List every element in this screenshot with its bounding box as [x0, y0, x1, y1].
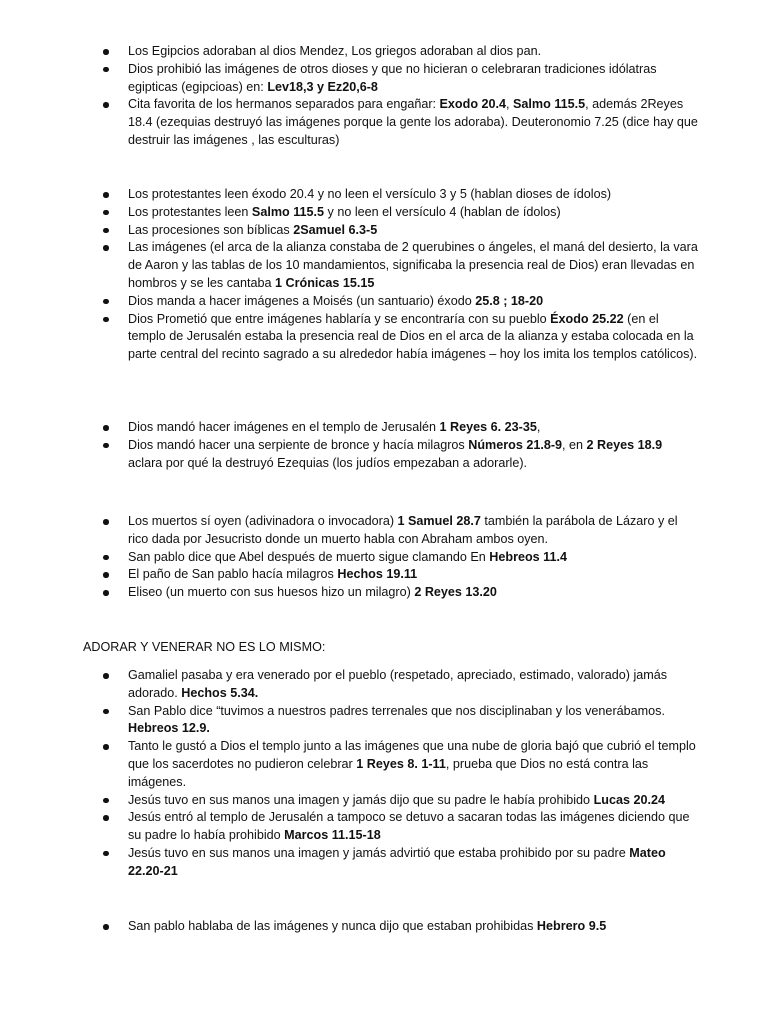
list-item — [0, 293, 768, 311]
text-segment: Gamaliel pasaba y era venerado por el pueblo (respetado, apreciado, estimado, valorado) jamás adorado. — [128, 668, 668, 700]
bullet-icon — [103, 192, 109, 198]
list-item — [0, 186, 768, 204]
bible-reference: Éxodo 25.22 — [550, 311, 624, 326]
text-segment: aclara por qué la destruyó Ezequias (los judíos empezaban a adorarle). — [128, 455, 528, 470]
bullet-icon — [103, 572, 109, 578]
text-segment: El paño de San pablo hacía milagros — [128, 567, 338, 582]
bullet-list-section-1 — [0, 43, 768, 150]
bible-reference: 25.8 ; 18-20 — [475, 293, 544, 308]
list-item — [0, 845, 768, 881]
bullet-icon — [103, 924, 109, 930]
text-segment: Dios Prometió que entre imágenes hablaría y se encontraría con su pueblo — [128, 311, 551, 326]
text-segment: , — [506, 97, 514, 112]
bullet-icon — [103, 317, 109, 323]
list-item — [0, 549, 768, 567]
text-segment: Dios mandó hacer una serpiente de bronce y hacía milagros — [128, 437, 469, 452]
list-item — [0, 239, 768, 292]
text-segment: Los muertos sí oyen (adivinadora o invocadora) — [128, 514, 398, 528]
bible-reference: Hebreos 11.4 — [489, 549, 567, 564]
bible-reference: Salmo 115.5 — [513, 97, 586, 112]
list-item — [0, 311, 768, 364]
text-segment: y no leen el versículo 4 (hablan de ídolos) — [324, 204, 561, 219]
list-item — [0, 437, 768, 473]
bullet-list-section-6 — [0, 918, 768, 936]
text-segment: San pablo hablaba de las imágenes y nunca dijo que estaban prohibidas — [128, 919, 537, 933]
bible-reference: Hechos 19.11 — [337, 567, 418, 582]
bullet-icon — [103, 67, 109, 73]
text-segment: Eliseo (un muerto con sus huesos hizo un milagro) — [128, 585, 415, 600]
bible-reference: 2 Reyes 13.20 — [414, 585, 497, 600]
bullet-icon — [103, 851, 109, 857]
text-segment: Los Egipcios adoraban al dios Mendez, Los griegos adoraban al dios pan. — [128, 44, 542, 58]
text-segment: Las procesiones son bíblicas — [128, 222, 294, 237]
bullet-list-section-2 — [0, 186, 768, 364]
list-item — [0, 667, 768, 703]
bible-reference: Lucas 20.24 — [593, 792, 665, 807]
bible-reference: Mateo 22.20-21 — [128, 845, 666, 878]
bullet-icon — [103, 798, 109, 804]
section-heading: ADORAR Y VENERAR NO ES LO MISMO: — [83, 640, 326, 654]
bullet-icon — [103, 102, 109, 108]
bible-reference: 1 Crónicas 15.15 — [275, 275, 375, 290]
bullet-icon — [103, 815, 109, 821]
bible-reference: Salmo 115.5 — [251, 204, 325, 219]
bible-reference: Hebrero 9.5 — [536, 919, 607, 933]
bible-reference: Lev18,3 y Ez20,6-8 — [267, 79, 378, 94]
text-segment: Los protestantes leen — [128, 204, 252, 219]
text-segment: San pablo dice que Abel después de muerto sigue clamando En — [128, 549, 490, 564]
list-item — [0, 703, 768, 739]
bullet-icon — [103, 744, 109, 750]
bullet-list-section-3 — [0, 419, 768, 472]
bible-reference: Números 21.8-9 — [468, 437, 563, 452]
text-segment: , — [536, 420, 541, 434]
text-segment: , además 2Reyes 18.4 (ezequias destruyó las imágenes porque la gente los adoraba). Deuteronomio 7.25 (dice hay que destruir las imágenes , las esculturas) — [128, 97, 698, 147]
text-segment: Las imágenes (el arca de la alianza constaba de 2 querubines o ángeles, el maná del desierto, la vara de Aaron y las tablas de los 10 mandamientos, significaba la presencia real de Dios) eran llevadas en hombros y se les cantaba — [128, 240, 698, 290]
text-segment: Dios mandó hacer imágenes en el templo de Jerusalén — [128, 420, 440, 434]
bible-reference: 2 Reyes 18.9 — [586, 437, 663, 452]
list-item — [0, 513, 768, 549]
bible-reference: Marcos 11.15-18 — [284, 828, 381, 843]
list-item — [0, 809, 768, 845]
text-segment: Dios manda a hacer imágenes a Moisés (un santuario) éxodo — [128, 293, 476, 308]
bullet-icon — [103, 555, 109, 561]
bible-reference: Exodo 20.4 — [439, 97, 507, 112]
text-segment: , en — [562, 437, 587, 452]
bullet-list-section-5 — [0, 667, 768, 881]
bullet-icon — [103, 443, 109, 449]
bible-reference: 1 Samuel 28.7 — [397, 514, 481, 528]
text-segment: Los protestantes leen éxodo 20.4 y no leen el versículo 3 y 5 (hablan dioses de ídolos) — [128, 187, 612, 201]
text-segment: Jesús entró al templo de Jerusalén a tampoco se detuvo a sacaran todas las imágenes diciendo que su padre lo había prohibido — [128, 810, 690, 843]
text-segment: Cita favorita de los hermanos separados para engañar: — [128, 97, 440, 112]
list-item — [0, 222, 768, 240]
text-segment: Jesús tuvo en sus manos una imagen y jamás dijo que su padre le había prohibido — [128, 792, 594, 807]
bullet-icon — [103, 49, 109, 55]
list-item — [0, 43, 768, 61]
bullet-icon — [103, 590, 109, 596]
bullet-icon — [103, 210, 109, 216]
bullet-list-section-4 — [0, 513, 768, 602]
list-item — [0, 792, 768, 810]
bullet-icon — [103, 299, 109, 305]
bullet-icon — [103, 519, 109, 525]
bible-reference: 1 Reyes 8. 1-11 — [356, 756, 446, 771]
text-segment: Jesús tuvo en sus manos una imagen y jamás advirtió que estaba prohibido por su padre — [128, 845, 630, 860]
text-segment: San Pablo dice “tuvimos a nuestros padres terrenales que nos disciplinaban y los venerábamos. — [128, 703, 665, 718]
text-segment: Tanto le gustó a Dios el templo junto a las imágenes que una nube de gloria bajó que cubrió el templo que los sacerdotes no pudieron celebrar — [128, 739, 696, 771]
text-segment: , prueba que Dios no está contra las imágenes. — [128, 756, 649, 789]
bible-reference: 2Samuel 6.3-5 — [293, 222, 378, 237]
list-item — [0, 96, 768, 149]
text-segment: también la parábola de Lázaro y el rico dada por Jesucristo donde un muerto habla con Abraham ambos oyen. — [128, 514, 678, 546]
list-item — [0, 918, 768, 936]
bullet-icon — [103, 228, 109, 234]
bible-reference: Hechos 5.34. — [181, 685, 259, 700]
list-item — [0, 584, 768, 602]
bullet-icon — [103, 709, 109, 715]
text-segment: Dios prohibió las imágenes de otros dioses y que no hicieran o celebraran tradiciones idólatras egipticas (egipcioas) en: — [128, 61, 657, 94]
list-item — [0, 61, 768, 97]
list-item — [0, 566, 768, 584]
bullet-icon — [103, 673, 109, 679]
list-item — [0, 738, 768, 791]
list-item — [0, 419, 768, 437]
bible-reference: Hebreos 12.9. — [128, 721, 210, 736]
list-item — [0, 204, 768, 222]
bible-reference: 1 Reyes 6. 23-35 — [439, 420, 537, 434]
bullet-icon — [103, 425, 109, 431]
text-segment: (en el templo de Jerusalén estaba la presencia real de Dios en el arca de la alianza y estaba colocada en la parte central del recinto sagrado a su alrededor había imágenes – hoy los imita los templos católicos). — [128, 311, 698, 362]
bullet-icon — [103, 245, 109, 251]
